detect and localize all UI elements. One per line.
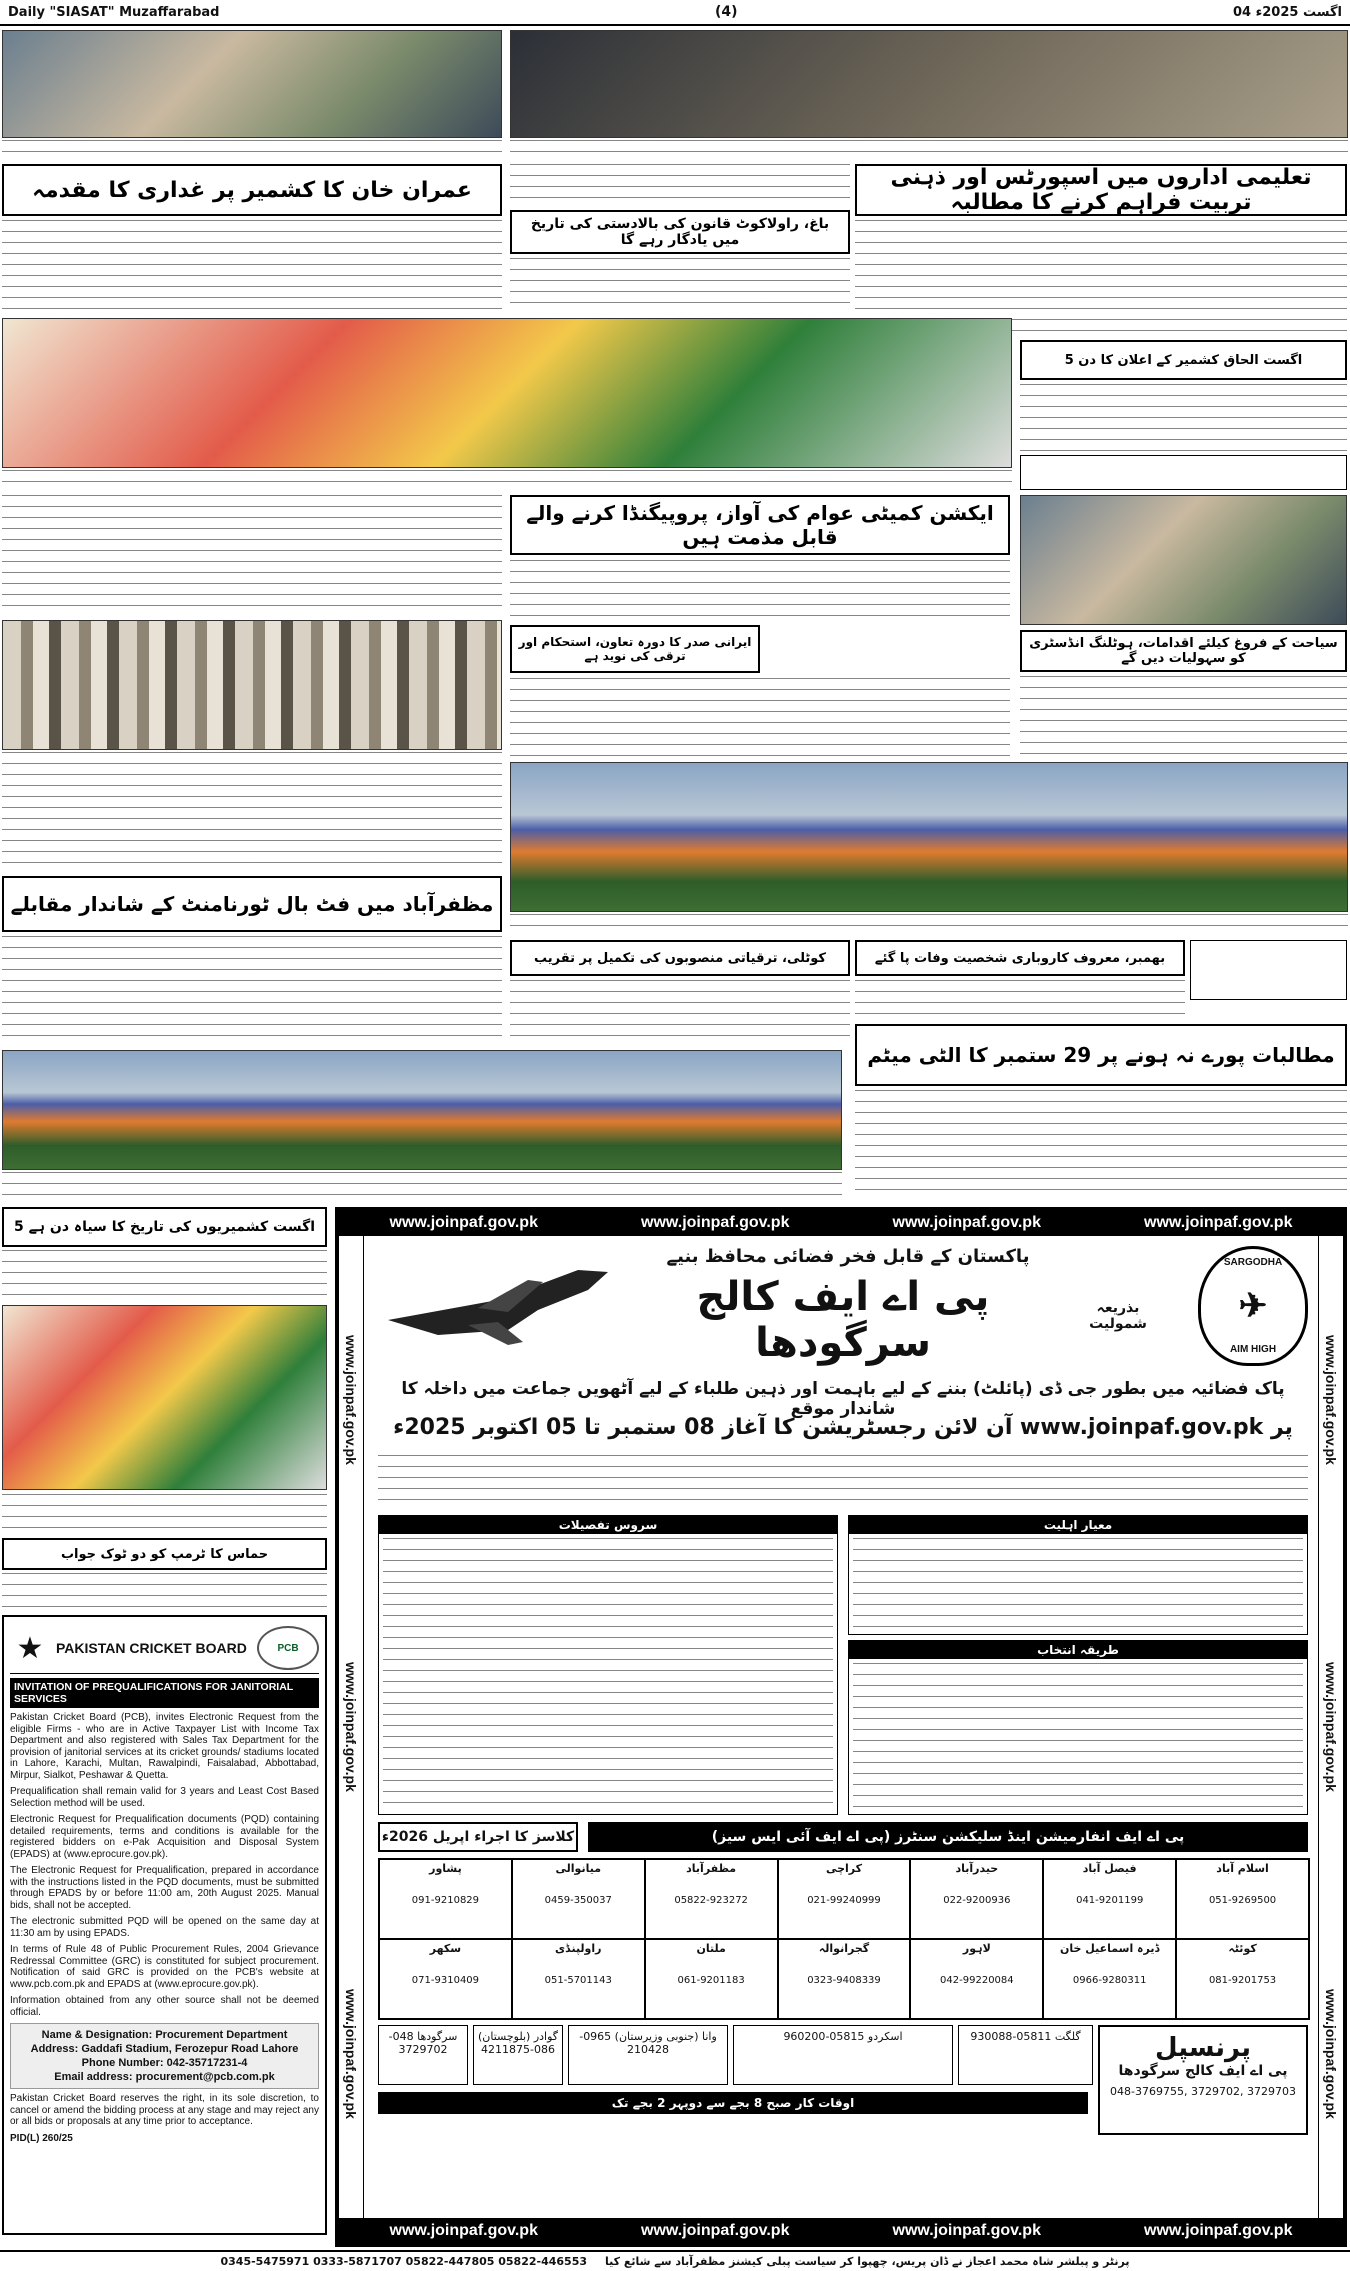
pcb-para-7: Information obtained from any other source shall not be deemed official. — [10, 1995, 319, 2018]
headline-5: ایکشن کمیٹی عوام کی آواز، پروپیگنڈا کرنے والے قابل مذمت ہیں — [510, 495, 1010, 555]
paf-college-badge — [1198, 1246, 1308, 1366]
center-phone: 081-9201753 — [1208, 1975, 1277, 1986]
center-phone: 05822-923272 — [674, 1895, 748, 1906]
headline-8: مظفرآباد میں فٹ بال ٹورنامنٹ کے شاندار مقابلے — [2, 876, 502, 932]
masthead-left: Daily "SIASAT" Muzaffarabad — [8, 4, 220, 20]
center-city: گجرانوالہ — [818, 1942, 870, 1955]
center-phone: 091-9210829 — [411, 1895, 480, 1906]
selection-center-cell — [379, 1859, 512, 1939]
footer-imprint: پرنٹر و پبلشر شاہ محمد اعجاز نے ڈان پریس، چھپوا کر سیاست پبلی کیشنز مظفرآباد سے شائع کیا — [605, 2255, 1130, 2268]
pcb-para-3: Electronic Request for Prequalification documents (PQD) containing detailed requirements, terms and conditions is available for the registered bidders on e-Pak Acquisition and Disposal System (EPADS) at (www.eprocure.gov.pk). — [10, 1814, 319, 1860]
headline-2: عمران خان کا کشمیر پر غداری کا مقدمہ — [2, 164, 502, 216]
paf-eligibility-box — [848, 1515, 1308, 1635]
center-city: لاہور — [962, 1942, 991, 1955]
masthead — [0, 0, 1350, 26]
center-city: میانوالی — [555, 1862, 602, 1875]
paf-site-right-1: www.joinpaf.gov.pk — [1323, 1334, 1339, 1465]
headline-12: بھمبر، معروف کاروباری شخصیت وفات پا گئے — [855, 940, 1185, 976]
paf-side-right — [1318, 1236, 1344, 2218]
paf-site-top-2: www.joinpaf.gov.pk — [641, 1214, 790, 1231]
gilgit-box: گلگت 05811-930088 — [958, 2025, 1093, 2085]
pcb-title: INVITATION OF PREQUALIFICATIONS FOR JANITORIAL SERVICES — [10, 1678, 319, 1708]
center-city: راولپنڈی — [555, 1942, 602, 1955]
paf-services-box — [378, 1515, 838, 1815]
paf-tagline: پاکستان کے قابل فخر فضائی محافظ بنیے — [666, 1246, 1030, 1267]
paf-advertisement — [335, 1207, 1347, 2247]
headline-10: 5 اگست کشمیریوں کی تاریخ کا سیاہ دن ہے — [2, 1207, 327, 1247]
text-col-right-2 — [1020, 384, 1347, 454]
pcb-logo-row — [10, 1623, 319, 1674]
text-col-right-4 — [855, 980, 1185, 1020]
team-photo-caption — [510, 914, 1348, 936]
text-col-right-3 — [1020, 676, 1347, 756]
paf-side-left — [338, 1236, 364, 2218]
paf-title: پی اے ایف کالج سرگودھا — [696, 1274, 990, 1366]
center-city: کراچی — [825, 1862, 863, 1875]
selection-center-cell — [778, 1939, 911, 2019]
paf-site-bottom-1: www.joinpaf.gov.pk — [389, 2222, 538, 2239]
headline-4: باغ، راولاکوٹ قانون کی بالادستی کی تاریخ میں یادگار رہے گا — [510, 210, 850, 254]
text-col-left-5 — [2, 1250, 327, 1300]
principal-phone: 048-3769755, 3729702, 3729703 — [1110, 2085, 1296, 2098]
paf-hours: اوقات کار صبح 8 بجے سے دوپہر 2 بجے تک — [378, 2092, 1088, 2114]
text-col-left-3 — [2, 752, 502, 872]
selection-center-cell — [379, 1939, 512, 2019]
pcb-contact-phone: Phone Number: 042-35717231-4 — [81, 2057, 248, 2069]
text-col-mid-top — [510, 164, 850, 206]
selection-center-cell — [1176, 1939, 1309, 2019]
gwadar-box: گوادر (بلوچستان) 086-4211875 — [473, 2025, 563, 2085]
pcb-logo: PCB — [257, 1626, 319, 1670]
text-col-left-4 — [2, 936, 502, 1046]
paf-col2-title: سروس تفصیلات — [379, 1516, 837, 1534]
center-city: سکھر — [429, 1942, 462, 1955]
center-city: کوئٹہ — [1228, 1942, 1257, 1955]
pcb-contact-box — [10, 2023, 319, 2089]
text-col-right-5 — [855, 1090, 1347, 1200]
tourism-photo — [1020, 495, 1347, 625]
paf-intro: پاک فضائیہ میں بطور جی ڈی (پائلٹ) بننے کے لیے باہمت اور ذہین طلباء کے لیے آٹھویں جماعت میں داخلہ کا شاندار موقع — [401, 1379, 1285, 1419]
pcb-contact-address: Address: Gaddafi Stadium, Ferozepur Road Lahore — [30, 2043, 299, 2055]
paf-principal-box — [1098, 2025, 1308, 2135]
center-phone: 051-9269500 — [1208, 1895, 1277, 1906]
pcb-pid: PID(L) 260/25 — [10, 2132, 73, 2144]
center-city: پشاور — [429, 1862, 462, 1875]
small-box-right — [1020, 455, 1347, 490]
page-number: (4) — [714, 4, 738, 20]
pcb-board-name: PAKISTAN CRICKET BOARD — [56, 1640, 247, 1656]
center-phone: 022-9200936 — [943, 1895, 1011, 1906]
selection-center-cell — [645, 1859, 778, 1939]
headline-3: 5 اگست الحاق کشمیر کے اعلان کا دن — [1020, 340, 1347, 380]
sargodha-box: سرگودھا 048-3729702 — [378, 2025, 468, 2085]
paf-site-left-3: www.joinpaf.gov.pk — [343, 1989, 359, 2120]
center-phone: 041-9201199 — [1076, 1895, 1144, 1906]
wana-box: وانا (جنوبی وزیرستان) 0965-210428 — [568, 2025, 728, 2085]
paf-centers-title: پی اے ایف انفارمیشن اینڈ سلیکشن سنٹرز (پی اے ایف آئی ایس سیز) — [588, 1822, 1308, 1852]
jet-fighter-icon — [378, 1250, 618, 1360]
headline-9: مطالبات پورے نہ ہونے پر 29 ستمبر کا الٹی میٹم — [855, 1024, 1347, 1086]
pcb-para-4: The Electronic Request for Prequalification, prepared in accordance with the instructions listed in the PQD documents, must be submitted through EPADS by or before 11:00 am, 20th August 2025. Manual bids, shall not be accepted. — [10, 1865, 319, 1911]
center-city: ملتان — [696, 1942, 726, 1955]
selection-center-cell — [1176, 1859, 1309, 1939]
headline-7: سیاحت کے فروغ کیلئے اقدامات، ہوٹلنگ انڈسٹری کو سہولیات دیں گے — [1020, 630, 1347, 672]
pcb-contact-name: Name & Designation: Procurement Department — [41, 2029, 288, 2041]
paf-subtitle: بذریعہ شمولیت — [1089, 1300, 1147, 1332]
text-col-mid-2 — [510, 560, 1010, 620]
football-photo-1 — [2, 620, 502, 750]
text-col-mid-3 — [510, 678, 1010, 758]
selection-center-cell — [1043, 1859, 1176, 1939]
top-right-group-photo — [510, 30, 1348, 138]
top-left-photo — [2, 30, 502, 138]
garland-photo-2 — [2, 1305, 327, 1490]
garland-caption — [2, 470, 1012, 490]
center-phone: 0966-9280311 — [1072, 1975, 1147, 1986]
pcb-star-icon: ★ — [16, 1631, 44, 1665]
team-photo-2-caption — [2, 1172, 842, 1200]
center-city: فیصل آباد — [1082, 1862, 1137, 1875]
paf-site-top-1: www.joinpaf.gov.pk — [389, 1214, 538, 1231]
paf-site-bottom-3: www.joinpaf.gov.pk — [892, 2222, 1041, 2239]
center-phone: 051-5701143 — [544, 1975, 612, 1986]
text-col-mid-4 — [510, 980, 850, 1040]
top-right-caption — [510, 140, 1348, 160]
headline-6: ایرانی صدر کا دورہ تعاون، استحکام اور ترقی کی نوید ہے — [510, 625, 760, 673]
principal-title: پرنسپل — [1155, 2033, 1251, 2063]
paf-body-text — [378, 1455, 1308, 1505]
selection-center-cell — [512, 1939, 645, 2019]
paf-top-bar — [338, 1210, 1344, 1236]
masthead-right: 04 اگست 2025ء — [1232, 4, 1342, 20]
footer-phones: 0345-5475971 0333-5871707 05822-447805 05822-446553 — [220, 2255, 588, 2268]
skardu-box: اسکردو 05815-960200 — [733, 2025, 953, 2085]
pcb-para-5: The electronic submitted PQD will be opened on the same day at 11:30 am by using EPADS. — [10, 1916, 319, 1939]
pcb-para-8: Pakistan Cricket Board reserves the right, in its sole discretion, to cancel or amend the bidding process at any stage and may reject any or all bids or proposals at any time prior to acceptance. — [10, 2093, 319, 2127]
paf-services-text — [383, 1538, 833, 1808]
selection-center-cell — [910, 1939, 1043, 2019]
small-box-right-2 — [1190, 940, 1347, 1000]
text-col-left-1 — [2, 220, 502, 315]
center-phone: 021-99240999 — [807, 1895, 881, 1906]
center-city: اسلام آباد — [1216, 1862, 1269, 1875]
selection-center-cell — [778, 1859, 911, 1939]
paf-col3-title: طریقہ انتخاب — [849, 1641, 1307, 1659]
paf-eligibility-text — [853, 1538, 1303, 1628]
pcb-contact-email: Email address: procurement@pcb.com.pk — [54, 2071, 275, 2083]
center-city: مظفرآباد — [686, 1862, 737, 1875]
paf-col1-title: معیار اہلیت — [849, 1516, 1307, 1534]
paf-site-right-2: www.joinpaf.gov.pk — [1323, 1662, 1339, 1792]
paf-site-right-3: www.joinpaf.gov.pk — [1323, 1989, 1339, 2120]
paf-site-bottom-4: www.joinpaf.gov.pk — [1144, 2222, 1293, 2239]
pcb-para-2: Prequalification shall remain valid for 3 years and Least Cost Based Selection method will be used. — [10, 1786, 319, 1809]
principal-college: پی اے ایف کالج سرگودھا — [1118, 2063, 1288, 2079]
paf-site-top-3: www.joinpaf.gov.pk — [892, 1214, 1041, 1231]
pcb-para-1: Pakistan Cricket Board (PCB), invites Electronic Request from the eligible Firms - who are in Active Taxpayer List with Income Tax Department and also registered with Sales Tax Department for the provision of janitorial services at its cricket grounds/ stadiums located in Lahore, Karachi, Multan, Rawalpindi, Faisalabad, Abbottabad, Mirpur, Sialkot, Peshawar & Quetta. — [10, 1712, 319, 1781]
text-col-left-2 — [2, 495, 502, 615]
paf-site-left-1: www.joinpaf.gov.pk — [343, 1334, 359, 1465]
pcb-para-6: In terms of Rule 48 of Public Procurement Rules, 2004 Grievance Redressal Committee (GRC) is constituted for subject procurement. Notification of said GRC is provided on the PCB's website at www.pcb.com.pk and EPADS at (www.eprocure.gov.pk). — [10, 1944, 319, 1990]
center-phone: 0323-9408339 — [807, 1975, 881, 1986]
center-phone: 0459-350037 — [544, 1895, 612, 1906]
team-group-photo — [510, 762, 1348, 912]
selection-center-cell — [645, 1939, 778, 2019]
center-phone: 042-99220084 — [940, 1975, 1014, 1986]
paf-registration: آن لائن رجسٹریشن کا آغاز 08 ستمبر تا 05 اکتوبر 2025ء www.joinpaf.gov.pk پر — [393, 1415, 1293, 1440]
paf-site-left-2: www.joinpaf.gov.pk — [343, 1662, 359, 1792]
badge-top-text: SARGODHA — [1223, 1257, 1283, 1268]
text-col-mid-1 — [510, 258, 850, 308]
pcb-advertisement — [2, 1615, 327, 2235]
paf-selection-text — [853, 1663, 1303, 1808]
selection-center-cell — [512, 1859, 645, 1939]
paf-centers-table — [378, 1858, 1310, 2020]
center-city: حیدرآباد — [955, 1862, 999, 1875]
center-phone: 071-9310409 — [411, 1975, 480, 1986]
team-group-photo-2 — [2, 1050, 842, 1170]
badge-eagle-icon: ✈ — [1238, 1287, 1268, 1325]
garland-photo-2-caption — [2, 1494, 327, 1534]
selection-center-cell — [910, 1859, 1043, 1939]
text-col-left-6 — [2, 1573, 327, 1611]
headline-11: کوٹلی، ترقیاتی منصوبوں کی تکمیل پر تقریب — [510, 940, 850, 976]
center-phone: 061-9201183 — [677, 1975, 745, 1986]
headline-1: تعلیمی اداروں میں اسپورٹس اور ذہنی تربیت فراہم کرنے کا مطالبہ — [855, 164, 1347, 216]
selection-center-cell — [1043, 1939, 1176, 2019]
center-city: ڈیرہ اسماعیل خان — [1060, 1942, 1160, 1955]
paf-classes-start: کلاسز کا اجراء اپریل 2026ء — [378, 1822, 578, 1852]
paf-site-bottom-2: www.joinpaf.gov.pk — [641, 2222, 790, 2239]
paf-bottom-bar — [338, 2218, 1344, 2244]
badge-bottom-text: AIM HIGH — [1229, 1344, 1277, 1355]
top-left-caption — [2, 140, 502, 160]
garland-photo-strip — [2, 318, 1012, 468]
headline-13: حماس کا ٹرمپ کو دو ٹوک جواب — [2, 1538, 327, 1570]
paf-site-top-4: www.joinpaf.gov.pk — [1144, 1214, 1293, 1231]
paf-selection-box — [848, 1640, 1308, 1815]
imprint-footer — [0, 2250, 1350, 2271]
